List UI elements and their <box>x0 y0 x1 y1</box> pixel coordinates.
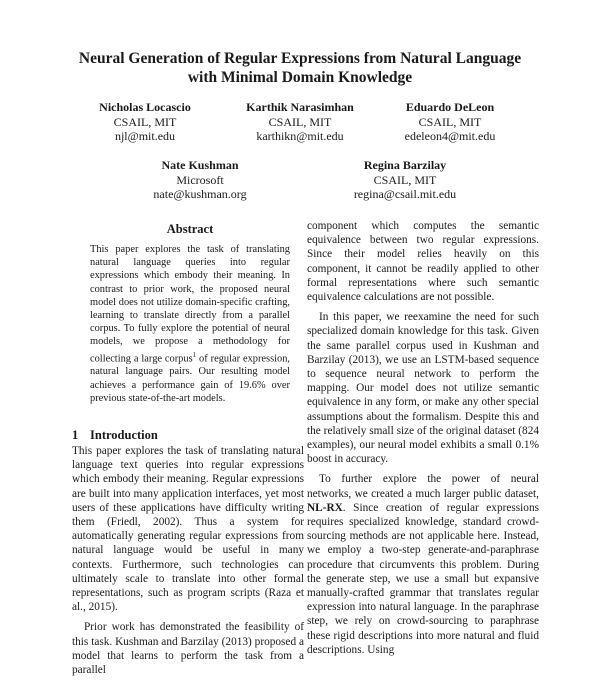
author-email: njl@mit.edu <box>114 129 176 143</box>
paragraph-text-continued: . Since creation of regular expressions requires specialized knowledge, standard crowd-sourcing methods are not applicable here. Instead, we employ a two-step generate-and-paraphrase procedure that circumvents this problem. During the generate step, we use a small but expansive manually-crafted grammar that translates regular expression into natural language. In the paraphrase step, we rely on crowd-sourcing to paraphrase these rigid descriptions into more natural and fluid descriptions. Using <box>307 501 539 656</box>
title-line-1: Neural Generation of Regular Expressions from Natural Language <box>78 50 522 67</box>
paragraph: In this paper, we reexamine the need for such specialized domain knowledge for this task. Given the same parallel corpus used in Kushman and Barzilay (2013), we use an LSTM-based sequence to sequence neural network to perform the mapping. Our model does not utilize semantic equivalence in any form, or make any other special assumptions about the formalism. Despite this and the relatively small size of the original dataset (824 examples), our neural model exhibits a small 0.1% boost in accuracy. <box>307 311 539 466</box>
author-affiliation: CSAIL, MIT <box>418 114 482 129</box>
author-name: Eduardo DeLeon <box>405 100 495 114</box>
left-column-body <box>72 444 304 683</box>
abstract-text-continued: of regular expression, natural language pairs. Our resulting model achieves a performance gain of 19.6% over previous state-of-the-art models. <box>90 353 290 404</box>
author-affiliation: CSAIL, MIT <box>373 172 437 187</box>
section-number: 1 <box>72 428 79 442</box>
paragraph: This paper explores the task of translating natural language text queries into regular expressions which embody their meaning. Regular expressions are built into many application interfaces, yet most users of these applications have difficulty writing them (Friedl, 2002). Thus a system for automatically generating regular expressions from natural language would be useful in many contexts. Furthermore, such technologies can ultimately scale to translate into other formal representations, such as program scripts (Raza et al., 2015). <box>72 445 304 614</box>
author-block <box>365 100 535 144</box>
section-title: Introduction <box>90 428 158 442</box>
author-email: karthikn@mit.edu <box>256 129 344 143</box>
author-block <box>60 100 230 144</box>
paragraph-text: To further explore the power of neural networks, we created a much larger public dataset, <box>307 473 539 500</box>
footnote-marker: 1 <box>192 350 197 359</box>
right-column-body <box>307 219 539 663</box>
author-email: nate@kushman.org <box>153 187 247 201</box>
author-name: Regina Barzilay <box>363 158 447 172</box>
section-heading-introduction <box>72 428 302 443</box>
abstract-text: This paper explores the task of translating natural language queries into regular expressions which embody their meaning. In contrast to prior work, the proposed neural model does not utilize domain-specific crafting, learning to translate directly from a parallel corpus. To fully explore the potential of neural models, we propose a methodology for collecting a large corpus <box>90 244 290 365</box>
author-name: Nate Kushman <box>161 158 239 172</box>
paragraph: component which computes the semantic equivalence between two regular expressions. Since their model relies heavily on this component, it cannot be readily applied to other formal representations where such semantic equivalence calculations are not possible. <box>307 220 539 304</box>
abstract-body <box>90 243 290 405</box>
author-block <box>320 158 490 202</box>
author-affiliation: Microsoft <box>176 172 224 187</box>
paper-title <box>60 49 540 87</box>
author-email: regina@csail.mit.edu <box>353 187 457 201</box>
title-line-2: with Minimal Domain Knowledge <box>187 69 413 86</box>
author-block <box>115 158 285 202</box>
author-name: Karthik Narasimhan <box>246 100 354 114</box>
author-affiliation: CSAIL, MIT <box>268 114 332 129</box>
author-affiliation: CSAIL, MIT <box>113 114 177 129</box>
author-block <box>215 100 385 144</box>
dataset-name: NL-RX <box>307 501 343 514</box>
author-email: edeleon4@mit.edu <box>404 129 496 143</box>
author-name: Nicholas Locascio <box>99 100 191 114</box>
paragraph <box>307 472 539 657</box>
paragraph: Prior work has demonstrated the feasibility of this task. Kushman and Barzilay (2013) proposed a model that learns to perform the task from a parallel <box>72 621 304 677</box>
abstract-heading: Abstract <box>166 222 214 236</box>
